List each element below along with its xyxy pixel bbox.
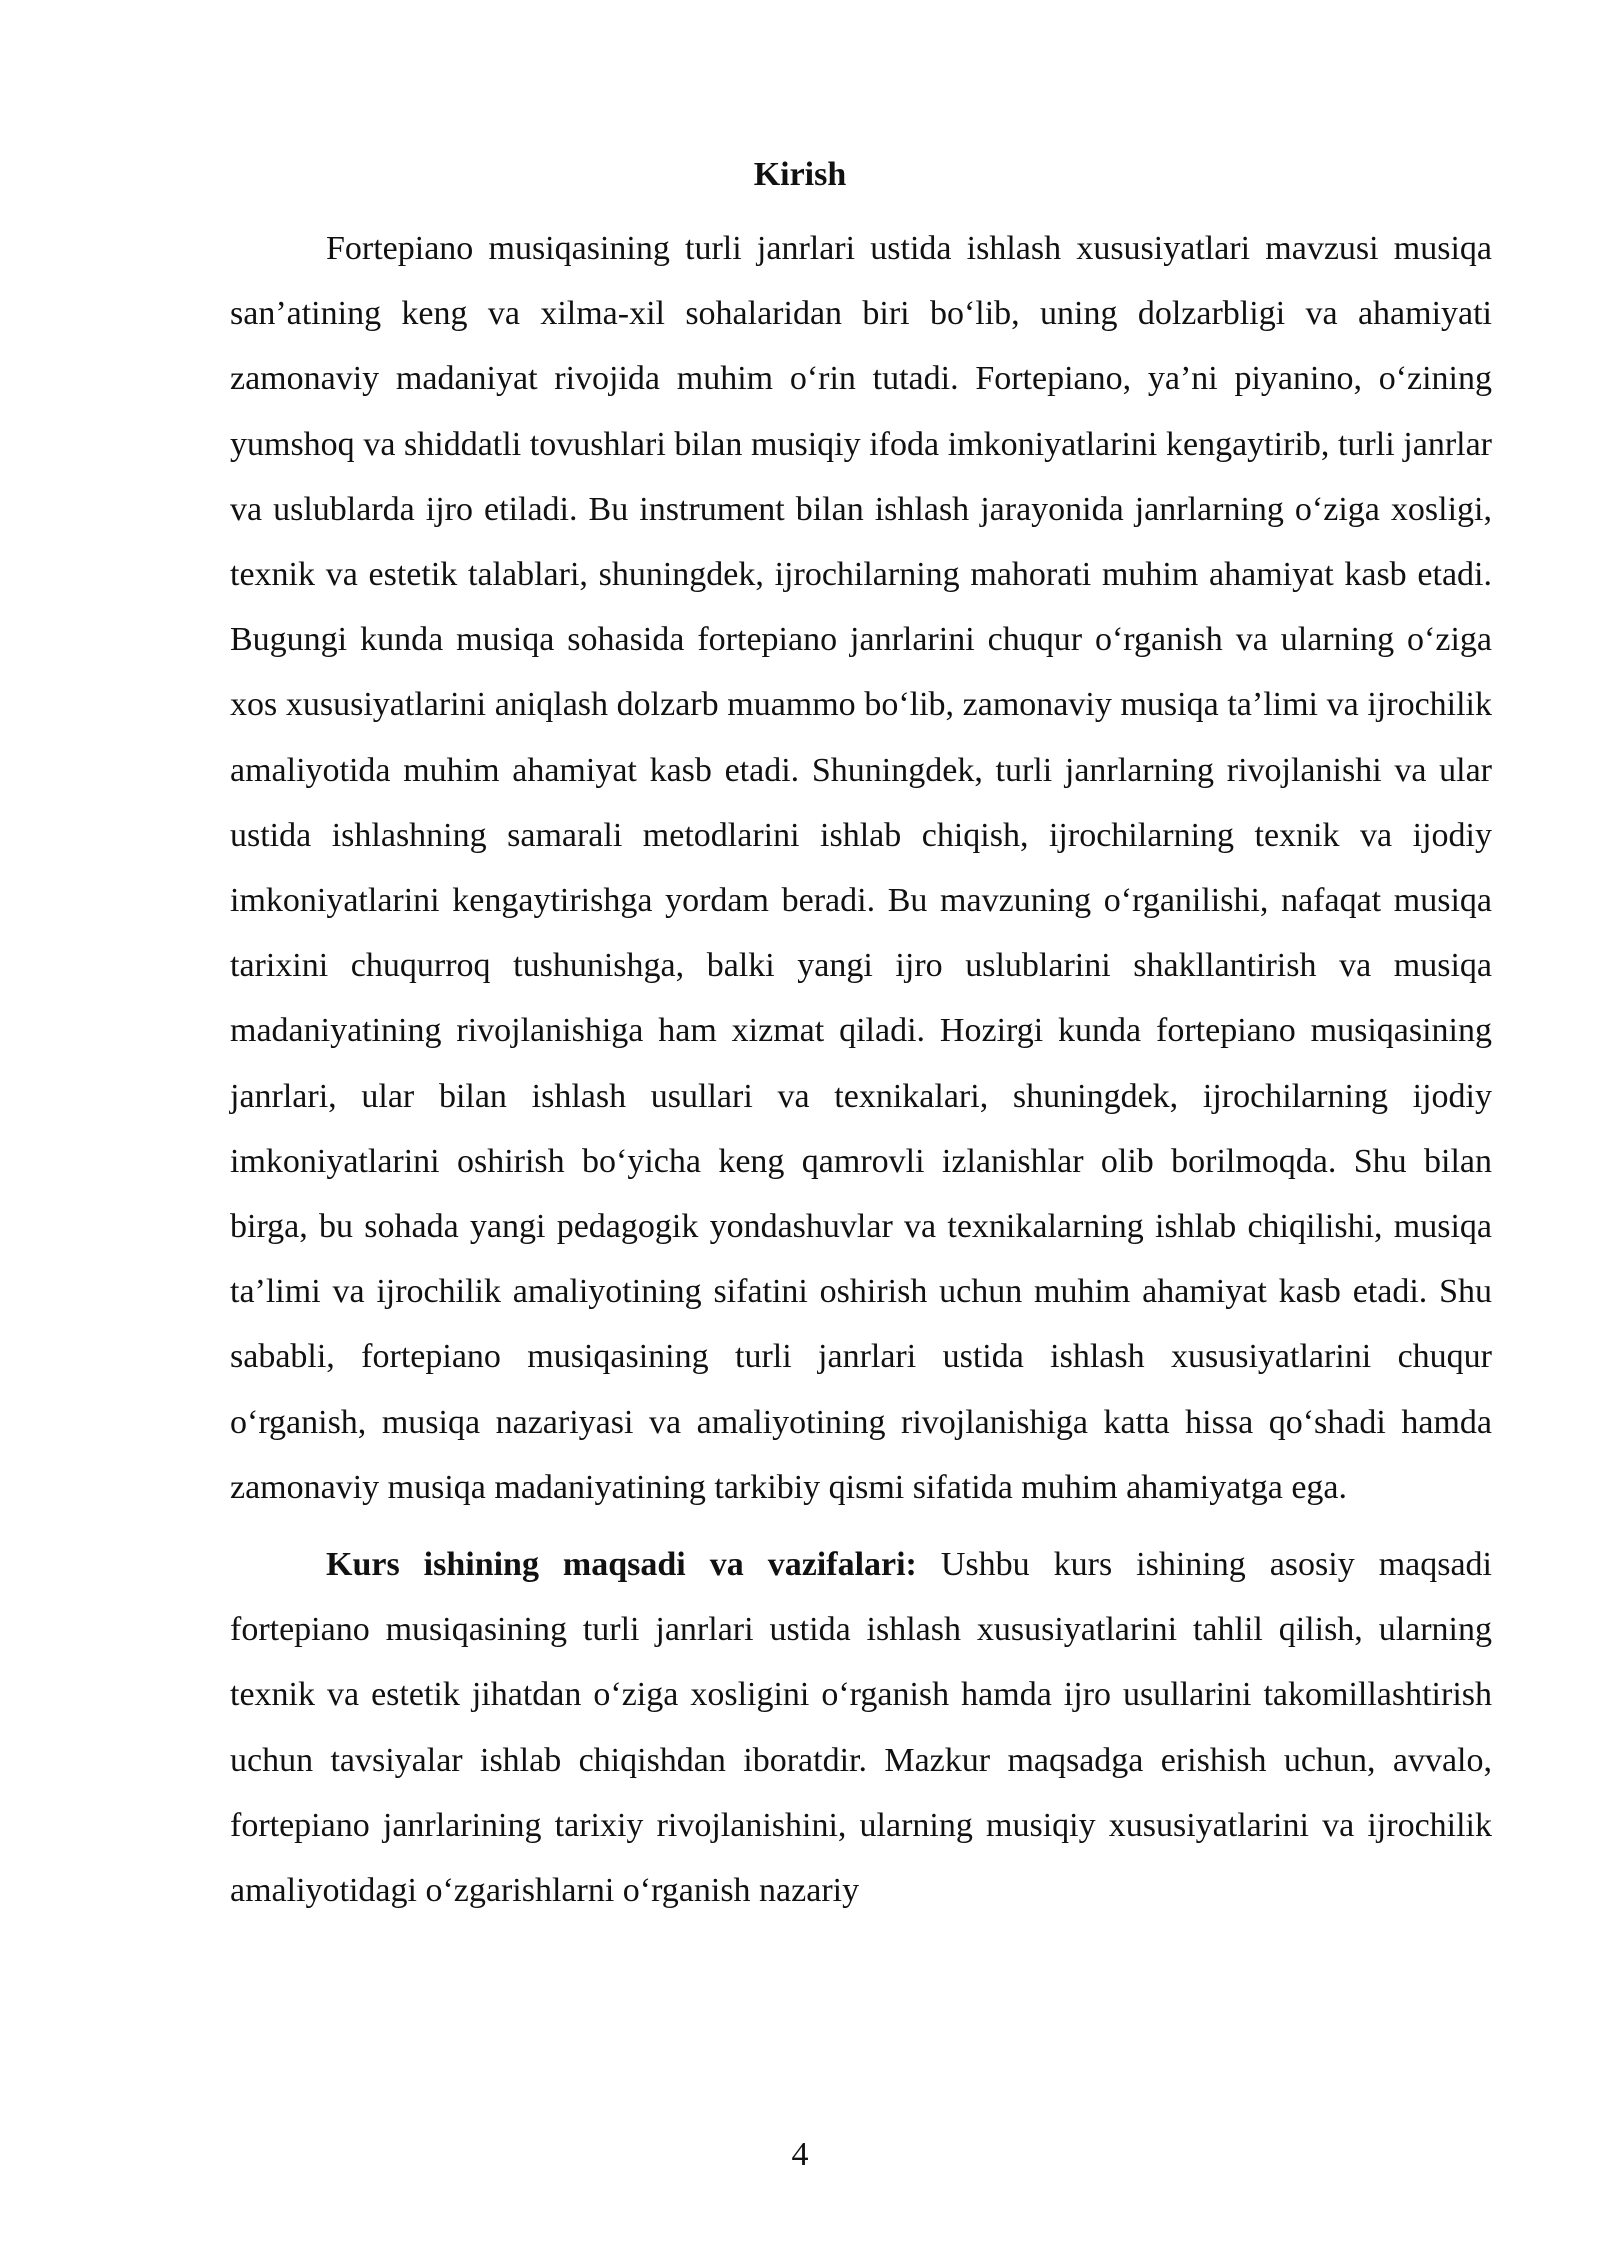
paragraph-text: Fortepiano musiqasining turli janrlari ustida ishlash xususiyatlari mavzusi musiqa san’atining keng va xilma-xil sohalaridan biri bo‘lib, uning dolzarbligi va ahamiyati zamonaviy madaniyat rivojida muhim o‘rin tutadi. Fortepiano, ya’ni piyanino, o‘zining yumshoq va shiddatli tovushlari bilan musiqiy ifoda imkoniyatlarini kengaytirib, turli janrlar va uslublarda ijro etiladi. Bu instrument bilan ishlash jarayonida janrlarning o‘ziga xosligi, texnik va estetik talablari, shuningdek, ijrochilarning mahorati muhim ahamiyat kasb etadi. Bugungi kunda musiqa sohasida fortepiano janrlarini chuqur o‘rganish va ularning o‘ziga xos xususiyatlarini aniqlash dolzarb muammo bo‘lib, zamonaviy musiqa ta’limi va ijrochilik amaliyotida muhim ahamiyat kasb etadi. Shuningdek, turli janrlarning rivojlanishi va ular ustida ishlashning samarali metodlarini ishlab chiqish, ijrochilarning texnik va ijodiy imkoniyatlarini kengaytirishga yordam beradi. Bu mavzuning o‘rganilishi, nafaqat musiqa tarixini chuqurroq tushunishga, balki yangi ijro uslublarini shakllantirish va musiqa madaniyatining rivojlanishiga ham xizmat qiladi. Hozirgi kunda fortepiano musiqasining janrlari, ular bilan ishlash usullari va texnikalari, shuningdek, ijrochilarning ijodiy imkoniyatlarini oshirish bo‘yicha keng qamrovli izlanishlar olib borilmoqda. Shu bilan birga, bu sohada yangi pedagogik yondashuvlar va texnikalarning ishlab chiqilishi, musiqa ta’limi va ijrochilik amaliyotining sifatini oshirish uchun muhim ahamiyat kasb etadi. Shu sababli, fortepiano musiqasining turli janrlari ustida ishlash xususiyatlarini chuqur o‘rganish, musiqa nazariyasi va amaliyotining rivojlanishiga katta hissa qo‘shadi hamda zamonaviy musiqa madaniyatining tarkibiy qismi sifatida muhim ahamiyatga ega. [230,230,1492,1506]
section-title: Kirish [753,156,847,193]
paragraph-introduction [230,216,1492,1520]
paragraph-goals [230,1532,1492,1923]
page-number: 4 [791,2136,809,2173]
paragraph-lead: Kurs ishining maqsadi va vazifalari: [326,1546,917,1584]
body-text [230,216,1492,1923]
paragraph-text: Ushbu kurs ishining asosiy maqsadi fortepiano musiqasining turli janrlari ustida ishlash xususiyatlarini tahlil qilish, ularning texnik va estetik jihatdan o‘ziga xosligini o‘rganish hamda ijro usullarini takomillashtirish uchun tavsiyalar ishlab chiqishdan iboratdir. Mazkur maqsadga erishish uchun, avvalo, fortepiano janrlarining tarixiy rivojlanishini, ularning musiqiy xususiyatlarini va ijrochilik amaliyotidagi o‘zgarishlarni o‘rganish nazariy [230,1546,1493,1910]
